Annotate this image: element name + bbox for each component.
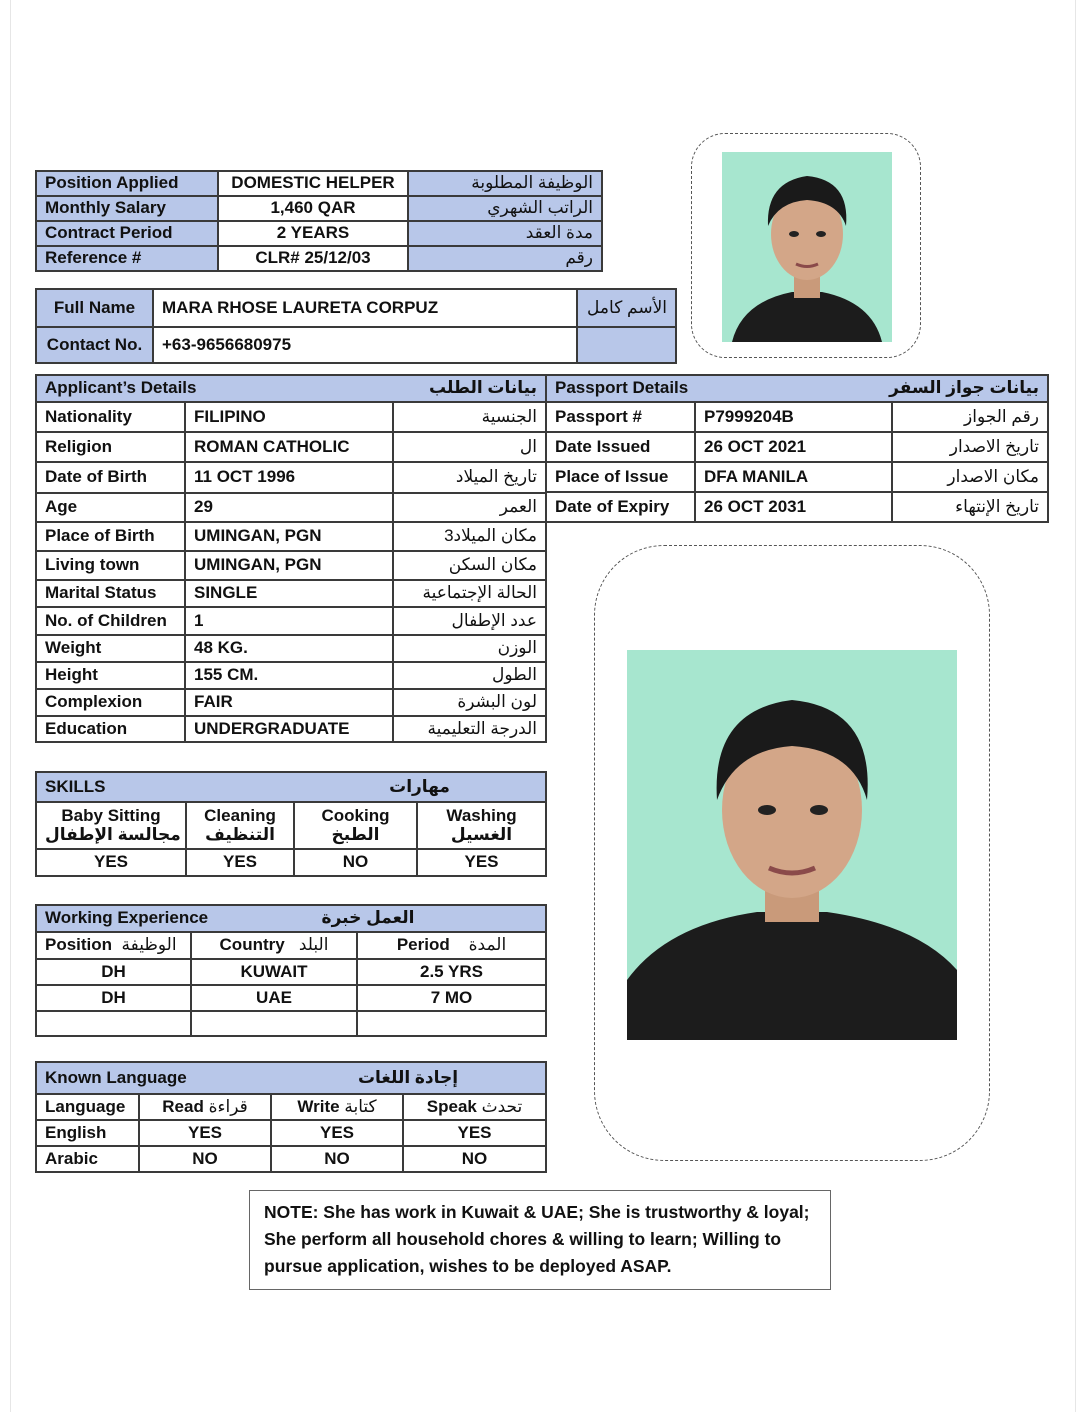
language-columns-row bbox=[36, 1094, 546, 1120]
language-read: YES bbox=[139, 1120, 271, 1146]
field-value: SINGLE bbox=[185, 580, 393, 607]
photo-frame-large bbox=[594, 545, 990, 1161]
contact-blank-cell bbox=[577, 327, 676, 363]
language-table bbox=[35, 1061, 547, 1173]
skill-value: NO bbox=[294, 849, 417, 876]
experience-row bbox=[36, 985, 546, 1011]
field-label-ar: الحالة الإجتماعية bbox=[393, 580, 546, 607]
field-value: UNDERGRADUATE bbox=[185, 716, 393, 742]
portrait-icon bbox=[722, 152, 892, 342]
full-name-value: MARA RHOSE LAURETA CORPUZ bbox=[153, 289, 577, 327]
col-write-label: Write bbox=[297, 1096, 340, 1116]
skill-label: Cooking bbox=[321, 805, 390, 825]
applicant-row bbox=[36, 580, 546, 607]
field-label: Passport # bbox=[546, 402, 695, 432]
col-speak-label: Speak bbox=[426, 1096, 477, 1116]
skills-header-row bbox=[36, 772, 546, 802]
language-speak: YES bbox=[403, 1120, 546, 1146]
col-read-label-ar: قراءة bbox=[208, 1096, 248, 1116]
field-value: P7999204B bbox=[695, 402, 892, 432]
language-write: NO bbox=[271, 1146, 403, 1172]
applicant-details-table bbox=[35, 374, 547, 743]
passport-row bbox=[546, 492, 1048, 522]
note-line: pursue application, wishes to be deployed ASAP. bbox=[264, 1256, 672, 1276]
col-speak-label-ar: تحدث bbox=[481, 1096, 523, 1116]
applicant-row bbox=[36, 635, 546, 662]
position-row bbox=[36, 171, 602, 196]
language-speak: NO bbox=[403, 1146, 546, 1172]
passport-details-table bbox=[545, 374, 1049, 523]
applicant-header-row bbox=[36, 375, 546, 402]
skill-label: Washing bbox=[446, 805, 517, 825]
col-read bbox=[139, 1094, 271, 1120]
language-write: YES bbox=[271, 1120, 403, 1146]
field-label-ar: الوزن bbox=[393, 635, 546, 662]
field-value: DFA MANILA bbox=[695, 462, 892, 492]
field-value: 1 bbox=[185, 607, 393, 635]
field-label: No. of Children bbox=[36, 607, 185, 635]
applicant-row bbox=[36, 662, 546, 689]
applicant-row bbox=[36, 716, 546, 742]
language-row bbox=[36, 1120, 546, 1146]
skill-baby-sitting bbox=[36, 802, 186, 849]
col-read-label: Read bbox=[162, 1096, 204, 1116]
skill-label-ar: الطبخ bbox=[331, 824, 380, 844]
field-label-ar: تاريخ الميلاد bbox=[393, 462, 546, 493]
biodata-page bbox=[10, 0, 1076, 1412]
passport-row bbox=[546, 432, 1048, 462]
reference-row bbox=[36, 246, 602, 271]
field-label: Religion bbox=[36, 432, 185, 462]
field-value: 155 CM. bbox=[185, 662, 393, 689]
col-write bbox=[271, 1094, 403, 1120]
applicant-row bbox=[36, 462, 546, 493]
passport-title: Passport Details bbox=[546, 375, 892, 402]
field-label: Date Issued bbox=[546, 432, 695, 462]
salary-row bbox=[36, 196, 602, 221]
passport-title-ar: بيانات جواز السفر bbox=[892, 375, 1048, 402]
skill-label-ar: الغسيل bbox=[450, 824, 513, 844]
field-label-ar: تاريخ الإنتهاء bbox=[892, 492, 1048, 522]
experience-position: DH bbox=[36, 959, 191, 985]
col-country-label: Country bbox=[219, 935, 285, 955]
contact-label: Contact No. bbox=[36, 327, 153, 363]
col-country bbox=[191, 932, 357, 959]
skill-value: YES bbox=[36, 849, 186, 876]
skill-value: YES bbox=[417, 849, 546, 876]
skill-value: YES bbox=[186, 849, 294, 876]
field-value: UMINGAN, PGN bbox=[185, 551, 393, 580]
skills-values-row bbox=[36, 849, 546, 876]
field-label-ar: العمر bbox=[393, 493, 546, 522]
note-line: She perform all household chores & willing to learn; Willing to bbox=[264, 1229, 782, 1249]
language-title: Known Language bbox=[36, 1062, 271, 1094]
applicant-title-ar: بيانات الطلب bbox=[393, 375, 546, 402]
experience-position: DH bbox=[36, 985, 191, 1011]
field-value: 26 OCT 2021 bbox=[695, 432, 892, 462]
contract-label: Contract Period bbox=[36, 221, 218, 246]
col-position-label: Position bbox=[45, 935, 113, 955]
applicant-photo-large bbox=[627, 650, 957, 1040]
experience-period bbox=[357, 1011, 546, 1036]
field-value: 29 bbox=[185, 493, 393, 522]
field-label: Date of Expiry bbox=[546, 492, 695, 522]
applicant-photo-small bbox=[722, 152, 892, 342]
col-country-label-ar: البلد bbox=[298, 935, 329, 955]
contact-row bbox=[36, 327, 676, 363]
applicant-row bbox=[36, 493, 546, 522]
passport-row bbox=[546, 462, 1048, 492]
field-label: Education bbox=[36, 716, 185, 742]
portrait-icon bbox=[627, 650, 957, 1040]
photo-frame-small bbox=[691, 133, 921, 358]
language-name: Arabic bbox=[36, 1146, 139, 1172]
applicant-row bbox=[36, 432, 546, 462]
field-value: 48 KG. bbox=[185, 635, 393, 662]
salary-value: 1,460 QAR bbox=[218, 196, 408, 221]
field-label: Complexion bbox=[36, 689, 185, 716]
note-line: NOTE: She has work in Kuwait & UAE; She is trustworthy & loyal; bbox=[264, 1202, 810, 1222]
skill-cooking bbox=[294, 802, 417, 849]
identity-table bbox=[35, 288, 677, 364]
col-position bbox=[36, 932, 191, 959]
full-name-label: Full Name bbox=[36, 289, 153, 327]
applicant-row bbox=[36, 522, 546, 551]
field-label: Place of Issue bbox=[546, 462, 695, 492]
field-label-ar: الجنسية bbox=[393, 402, 546, 432]
col-period bbox=[357, 932, 546, 959]
experience-header-row bbox=[36, 905, 546, 932]
field-label: Nationality bbox=[36, 402, 185, 432]
field-value: 26 OCT 2031 bbox=[695, 492, 892, 522]
col-language: Language bbox=[36, 1094, 139, 1120]
contact-value: +63-9656680975 bbox=[153, 327, 577, 363]
experience-country: KUWAIT bbox=[191, 959, 357, 985]
passport-header-row bbox=[546, 375, 1048, 402]
experience-country: UAE bbox=[191, 985, 357, 1011]
language-name: English bbox=[36, 1120, 139, 1146]
field-label-ar: مكان الاصدار bbox=[892, 462, 1048, 492]
reference-label: Reference # bbox=[36, 246, 218, 271]
contract-value: 2 YEARS bbox=[218, 221, 408, 246]
position-label-ar: الوظيفة المطلوبة bbox=[408, 171, 602, 196]
field-label: Weight bbox=[36, 635, 185, 662]
field-label-ar: لون البشرة bbox=[393, 689, 546, 716]
note-box bbox=[249, 1190, 831, 1290]
skill-label-ar: التنظيف bbox=[205, 824, 275, 844]
field-value: FAIR bbox=[185, 689, 393, 716]
salary-label: Monthly Salary bbox=[36, 196, 218, 221]
reference-label-ar: رقم bbox=[408, 246, 602, 271]
field-value: UMINGAN, PGN bbox=[185, 522, 393, 551]
field-value: 11 OCT 1996 bbox=[185, 462, 393, 493]
language-row bbox=[36, 1146, 546, 1172]
applicant-row bbox=[36, 607, 546, 635]
experience-position bbox=[36, 1011, 191, 1036]
contract-label-ar: مدة العقد bbox=[408, 221, 602, 246]
salary-label-ar: الراتب الشهري bbox=[408, 196, 602, 221]
col-position-label-ar: الوظيفة bbox=[121, 935, 177, 955]
position-value: DOMESTIC HELPER bbox=[218, 171, 408, 196]
skill-washing bbox=[417, 802, 546, 849]
skills-title: SKILLS bbox=[36, 772, 294, 802]
reference-value: CLR# 25/12/03 bbox=[218, 246, 408, 271]
language-read: NO bbox=[139, 1146, 271, 1172]
position-label: Position Applied bbox=[36, 171, 218, 196]
field-label-ar: رقم الجواز bbox=[892, 402, 1048, 432]
language-header-row bbox=[36, 1062, 546, 1094]
col-period-label: Period bbox=[396, 935, 450, 955]
field-label-ar: مكان السكن bbox=[393, 551, 546, 580]
field-label: Age bbox=[36, 493, 185, 522]
language-title-ar: إجادة اللغات bbox=[271, 1062, 546, 1094]
passport-row bbox=[546, 402, 1048, 432]
experience-period: 2.5 YRS bbox=[357, 959, 546, 985]
experience-title-ar: العمل خبرة bbox=[191, 905, 546, 932]
experience-row bbox=[36, 1011, 546, 1036]
col-speak bbox=[403, 1094, 546, 1120]
experience-country bbox=[191, 1011, 357, 1036]
applicant-row bbox=[36, 402, 546, 432]
position-table bbox=[35, 170, 603, 272]
skill-label-ar: مجالسة الإطفال bbox=[45, 824, 181, 844]
experience-columns-row bbox=[36, 932, 546, 959]
skill-label: Baby Sitting bbox=[61, 805, 161, 825]
applicant-row bbox=[36, 551, 546, 580]
experience-title: Working Experience bbox=[36, 905, 191, 932]
field-label-ar: تاريخ الاصدار bbox=[892, 432, 1048, 462]
skills-names-row bbox=[36, 802, 546, 849]
field-label: Place of Birth bbox=[36, 522, 185, 551]
contract-row bbox=[36, 221, 602, 246]
full-name-label-ar: الأسم كامل bbox=[577, 289, 676, 327]
field-value: FILIPINO bbox=[185, 402, 393, 432]
col-write-label-ar: كتابة bbox=[344, 1096, 377, 1116]
full-name-row bbox=[36, 289, 676, 327]
field-label-ar: ال bbox=[393, 432, 546, 462]
experience-table bbox=[35, 904, 547, 1037]
field-label-ar: الطول bbox=[393, 662, 546, 689]
experience-row bbox=[36, 959, 546, 985]
col-period-label-ar: المدة bbox=[468, 935, 507, 955]
applicant-row bbox=[36, 689, 546, 716]
field-label-ar: الدرجة التعليمية bbox=[393, 716, 546, 742]
field-label-ar: عدد الإطفال bbox=[393, 607, 546, 635]
experience-period: 7 MO bbox=[357, 985, 546, 1011]
applicant-title: Applicant’s Details bbox=[36, 375, 393, 402]
field-label-ar: مكان الميلاد3 bbox=[393, 522, 546, 551]
skill-cleaning bbox=[186, 802, 294, 849]
field-value: ROMAN CATHOLIC bbox=[185, 432, 393, 462]
field-label: Date of Birth bbox=[36, 462, 185, 493]
skills-title-ar: مهارات bbox=[294, 772, 546, 802]
field-label: Marital Status bbox=[36, 580, 185, 607]
field-label: Height bbox=[36, 662, 185, 689]
skill-label: Cleaning bbox=[204, 805, 276, 825]
field-label: Living town bbox=[36, 551, 185, 580]
skills-table bbox=[35, 771, 547, 877]
